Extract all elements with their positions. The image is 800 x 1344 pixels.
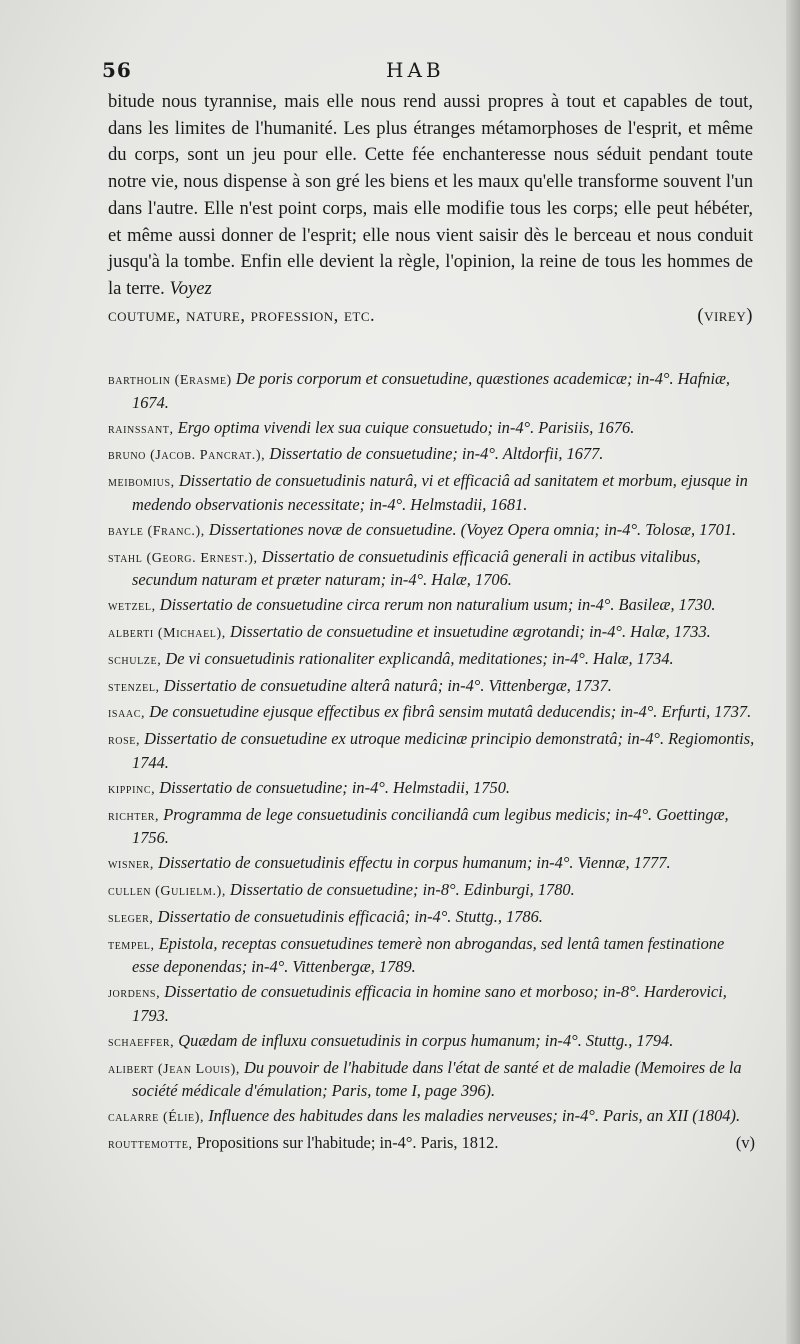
running-title: HAB — [386, 58, 445, 82]
reference-title: De vi consuetudinis rationaliter explicandâ, meditationes; in-4°. Halæ, 1734. — [161, 648, 674, 668]
reference-author: isaac, — [108, 706, 146, 722]
last-reference-text — [108, 1132, 498, 1156]
reference-author: richter, — [108, 808, 160, 824]
reference-title: Dissertatio de consuetudinis efficaciâ generali in actibus vitalibus, secundum naturam et præter naturam; in-4°. Halæ, 1706. — [132, 546, 701, 590]
reference-author: alibert (Jean Louis), — [108, 1061, 240, 1077]
reference-author: sleger, — [108, 910, 154, 926]
reference-author: bartholin (Erasme) — [108, 373, 232, 388]
page-number: 56 — [102, 58, 132, 82]
reference-title: Dissertatio de consuetudinis naturâ, vi et efficaciâ ad sanitatem et morbum, ejusque in medendo observationis necessitate; in-4°. Helmstadii, 1681. — [132, 471, 748, 514]
reference-author: bruno (Jacob. Pancrat.), — [108, 448, 266, 464]
reference-title: Programma de lege consuetudinis conciliandâ cum legibus medicis; in-4°. Goettingæ, 1756. — [132, 804, 729, 848]
reference-title: Dissertationes novæ de consuetudine. (Voyez Opera omnia; in-4°. Tolosæ, 1701. — [204, 519, 737, 539]
reference-author: kippinc, — [108, 781, 156, 797]
reference-entry — [108, 1057, 755, 1103]
reference-author: schulze, — [108, 652, 162, 668]
reference-title: Ergo optima vivendi lex sua cuique consuetudo; in-4°. Parisiis, 1676. — [173, 417, 635, 437]
reference-entry — [108, 701, 755, 725]
reference-title: Dissertatio de consuetudine; in-4°. Altdorfii, 1677. — [265, 444, 604, 464]
reference-title: Dissertatio de consuetudine; in-4°. Helmstadii, 1750. — [155, 777, 511, 797]
reference-entry — [108, 648, 755, 672]
reference-author: stenzel, — [108, 679, 160, 695]
reference-title: Dissertatio de consuetudine ex utroque medicinæ principio demonstratâ; in-4°. Regiomontis, 1744. — [132, 729, 755, 772]
reference-title: Dissertatio de consuetudinis effectu in corpus humanum; in-4°. Viennæ, 1777. — [154, 853, 671, 873]
reference-entry — [108, 879, 755, 903]
voyez-word: Voyez — [169, 277, 212, 299]
reference-entry — [108, 981, 755, 1027]
reference-entry — [108, 470, 755, 516]
running-header — [102, 58, 752, 86]
reference-title: De consuetudine ejusque effectibus ex fibrâ sensim mutatâ deducendis; in-4°. Erfurti, 1737. — [145, 702, 752, 722]
see-also: coutume, nature, profession, etc. — [108, 304, 376, 326]
article-body — [108, 89, 753, 329]
reference-author: alberti (Michael), — [108, 625, 226, 641]
body-paragraph — [108, 89, 753, 303]
last-reference-line — [108, 1132, 755, 1156]
reference-title: Quædam de influxu consuetudinis in corpus humanum; in-4°. Stuttg., 1794. — [174, 1030, 674, 1050]
reference-entry — [108, 621, 755, 645]
reference-entry — [108, 728, 755, 774]
reference-author: calarre (Élie), — [108, 1110, 205, 1126]
see-also-line — [108, 303, 753, 330]
reference-author: bayle (Franc.), — [108, 523, 205, 539]
reference-entry — [108, 933, 755, 979]
reference-entry — [108, 417, 755, 441]
reference-author: rainssant, — [108, 421, 174, 437]
reference-entry — [108, 804, 755, 850]
reference-entry — [108, 1030, 755, 1054]
reference-entry — [108, 368, 755, 414]
reference-author: wetzel, — [108, 599, 156, 615]
author-signature: (virey) — [697, 304, 753, 326]
bibliography — [108, 368, 755, 1159]
reference-entry — [108, 852, 755, 876]
reference-entry — [108, 1105, 755, 1129]
reference-entry — [108, 519, 755, 543]
reference-title: Du pouvoir de l'habitude dans l'état de santé et de maladie (Memoires de la société médicale d'émulation; Paris, tome I, page 396). — [132, 1057, 742, 1101]
reference-author: meibomius, — [108, 475, 175, 491]
reference-author: rose, — [108, 733, 141, 749]
reference-entry — [108, 594, 755, 618]
reference-author: wisner, — [108, 857, 155, 873]
reference-entry — [108, 906, 755, 930]
reference-title: De poris corporum et consuetudine, quæstiones academicæ; in-4°. Hafniæ, 1674. — [132, 369, 731, 412]
reference-author: cullen (Gulielm.), — [108, 883, 226, 899]
reference-title: Dissertatio de consuetudinis efficacia in homine sano et morboso; in-8°. Harderovici, 1793. — [132, 982, 727, 1025]
footer-signature: (v) — [735, 1132, 755, 1152]
reference-author: stahl (Georg. Ernest.), — [108, 550, 258, 566]
reference-title: Dissertatio de consuetudine circa rerum non naturalium usum; in-4°. Basileæ, 1730. — [155, 595, 716, 615]
reference-entry — [108, 443, 755, 467]
reference-author: tempel, — [108, 937, 155, 953]
reference-title: Influence des habitudes dans les maladies nerveuses; in-4°. Paris, an XII (1804). — [204, 1106, 741, 1126]
paragraph-text: bitude nous tyrannise, mais elle nous rend aussi propres à tout et capables de tout, dans les limites de l'humanité. Les plus étranges métamorphoses de l'esprit, et même du corps, sont un jeu pour elle. Cette fée enchanteresse nous séduit pendant toute notre vie, nous dispense à son gré les biens et les maux qu'elle transforme souvent l'un dans l'autre. Elle n'est point corps, mais elle modifie tous les corps; elle peut hébéter, et même aussi donner de l'esprit; elle nous vient saisir dès le berceau et nous conduit jusqu'à la tombe. Enfin elle devient la règle, l'opinion, la reine de tous les hommes de la terre. — [108, 91, 753, 299]
reference-entry — [108, 1132, 755, 1156]
reference-entry — [108, 777, 755, 801]
reference-title: Dissertatio de consuetudine et insuetudine ægrotandi; in-4°. Halæ, 1733. — [225, 621, 711, 641]
page-edge — [786, 0, 800, 1344]
reference-entry — [108, 675, 755, 699]
reference-title: Dissertatio de consuetudine; in-8°. Edinburgi, 1780. — [225, 879, 575, 899]
reference-title: Epistola, receptas consuetudines temerè non abrogandas, sed lentâ tamen festinatione esse deponendas; in-4°. Vittenbergæ, 1789. — [132, 933, 725, 977]
reference-title: Propositions sur l'habitude; in-4°. Paris, 1812. — [192, 1132, 499, 1152]
reference-entry — [108, 546, 755, 592]
reference-author: routtemotte, — [108, 1136, 193, 1152]
reference-author: jordens, — [108, 986, 161, 1002]
reference-title: Dissertatio de consuetudine alterâ naturâ; in-4°. Vittenbergæ, 1737. — [159, 675, 612, 695]
reference-title: Dissertatio de consuetudinis efficaciâ; in-4°. Stuttg., 1786. — [153, 906, 543, 926]
reference-author: schaeffer, — [108, 1034, 175, 1050]
